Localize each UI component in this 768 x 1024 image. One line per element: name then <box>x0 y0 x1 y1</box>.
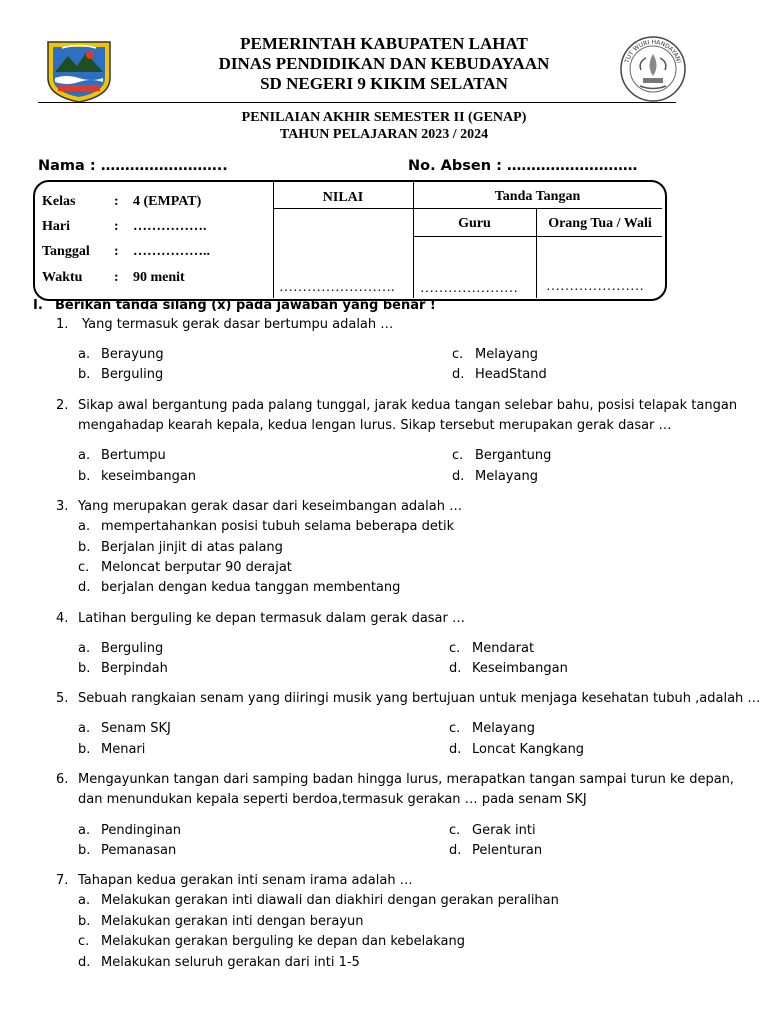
tanggal-colon: : <box>114 244 119 259</box>
question-number: 5. <box>56 691 69 706</box>
question-text: Tahapan kedua gerakan inti senam irama adalah … <box>78 873 413 888</box>
question-text: Sebuah rangkaian senam yang diiringi musik yang bertujuan untuk menjaga kesehatan tubuh ,adalah … <box>78 691 761 706</box>
guru-sign-dots[interactable]: ………………… <box>420 281 518 296</box>
question-text: Mengayunkan tangan dari samping badan hingga lurus, merapatkan tangan sampai turun ke depan, <box>78 772 735 787</box>
option-text[interactable]: Bertumpu <box>101 448 166 463</box>
option-letter: b. <box>78 469 91 484</box>
option-letter: d. <box>78 955 91 970</box>
option-text[interactable]: Melakukan gerakan berguling ke depan dan kebelakang <box>101 934 465 949</box>
student-name-field[interactable]: Nama : …………………….. <box>38 158 228 174</box>
option-text[interactable]: Bergantung <box>475 448 552 463</box>
option-text[interactable]: Loncat Kangkang <box>472 742 585 757</box>
kelas-value: 4 (EMPAT) <box>133 194 202 209</box>
logo-motto: TUT WURI HANDAYANI <box>623 38 683 65</box>
nilai-dots[interactable]: ……………………. <box>279 280 395 295</box>
option-letter: b. <box>78 367 91 382</box>
waktu-label: Waktu <box>42 270 83 285</box>
option-text[interactable]: Senam SKJ <box>101 721 171 736</box>
option-letter: d. <box>449 661 462 676</box>
option-letter: b. <box>78 742 91 757</box>
option-text[interactable]: Berguling <box>101 367 164 382</box>
option-text[interactable]: Melayang <box>472 721 535 736</box>
option-text[interactable]: Melakukan gerakan inti diawali dan diakhiri dengan gerakan peralihan <box>101 893 559 908</box>
header-line-2: DINAS PENDIDIKAN DAN KEBUDAYAAN <box>218 54 550 73</box>
tanggal-label: Tanggal <box>42 244 90 259</box>
option-letter: a. <box>78 347 91 362</box>
option-text[interactable]: berjalan dengan kedua tanggan membentang <box>101 580 401 595</box>
option-letter: b. <box>78 843 91 858</box>
question-text: Sikap awal bergantung pada palang tunggal, jarak kedua tangan selebar bahu, posisi telapak tangan <box>78 398 738 413</box>
option-letter: c. <box>449 721 461 736</box>
question-text: Yang merupakan gerak dasar dari keseimbangan adalah … <box>78 499 463 514</box>
tanda-tangan-header: Tanda Tangan <box>494 189 581 204</box>
hari-colon: : <box>114 219 119 234</box>
waktu-value: 90 menit <box>133 270 185 285</box>
question-number: 3. <box>56 499 69 514</box>
kelas-colon: : <box>114 194 119 209</box>
question-number: 6. <box>56 772 69 787</box>
header-divider <box>38 102 676 103</box>
option-letter: a. <box>78 893 91 908</box>
option-text[interactable]: Melakukan seluruh gerakan dari inti 1-5 <box>101 955 360 970</box>
option-text[interactable]: Pelenturan <box>472 843 543 858</box>
hari-value[interactable]: ……………. <box>133 219 207 234</box>
exam-year: TAHUN PELAJARAN 2023 / 2024 <box>279 127 489 142</box>
waktu-colon: : <box>114 270 119 285</box>
option-letter: a. <box>78 448 91 463</box>
option-letter: d. <box>452 469 465 484</box>
nilai-header: NILAI <box>322 190 364 205</box>
option-text[interactable]: Melakukan gerakan inti dengan berayun <box>101 914 364 929</box>
header-line-1: PEMERINTAH KABUPATEN LAHAT <box>240 34 528 53</box>
option-text[interactable]: Keseimbangan <box>472 661 568 676</box>
option-text[interactable]: Melayang <box>475 469 538 484</box>
ortu-sign-dots[interactable]: ………………… <box>546 279 644 294</box>
option-letter: b. <box>78 540 91 555</box>
option-letter: c. <box>449 823 461 838</box>
option-text[interactable]: mempertahankan posisi tubuh selama beberapa detik <box>101 519 455 534</box>
question-number: 1. <box>56 317 69 332</box>
option-letter: d. <box>449 742 462 757</box>
option-letter: a. <box>78 641 91 656</box>
hari-label: Hari <box>42 219 70 234</box>
option-text[interactable]: Berguling <box>101 641 164 656</box>
option-text[interactable]: Mendarat <box>472 641 535 656</box>
option-letter: a. <box>78 519 91 534</box>
option-letter: c. <box>78 560 90 575</box>
section-number: I. <box>33 298 43 313</box>
option-text[interactable]: Meloncat berputar 90 derajat <box>101 560 292 575</box>
option-text[interactable]: Pendinginan <box>101 823 182 838</box>
section-instruction: Berikan tanda silang (x) pada jawaban yang benar ! <box>55 298 436 313</box>
sign-underline <box>413 208 662 209</box>
option-text[interactable]: Berayung <box>101 347 164 362</box>
option-letter: b. <box>78 914 91 929</box>
ortu-header: Orang Tua / Wali <box>548 216 652 231</box>
option-text[interactable]: Gerak inti <box>472 823 536 838</box>
nilai-underline <box>273 208 413 209</box>
question-number: 4. <box>56 611 69 626</box>
option-text[interactable]: Menari <box>101 742 146 757</box>
student-absen-field[interactable]: No. Absen : ……………………… <box>408 158 638 174</box>
option-letter: c. <box>449 641 461 656</box>
option-letter: c. <box>78 934 90 949</box>
sign-header-underline <box>413 236 662 237</box>
question-text-cont: dan menundukan kepala seperti berdoa,termasuk gerakan … pada senam SKJ <box>78 792 587 807</box>
option-text[interactable]: HeadStand <box>475 367 547 382</box>
question-text: Latihan berguling ke depan termasuk dalam gerak dasar … <box>78 611 465 626</box>
option-text[interactable]: Berpindah <box>101 661 168 676</box>
option-letter: c. <box>452 448 464 463</box>
option-text[interactable]: keseimbangan <box>101 469 197 484</box>
option-letter: d. <box>449 843 462 858</box>
option-text[interactable]: Pemanasan <box>101 843 177 858</box>
option-letter: d. <box>452 367 465 382</box>
question-text: Yang termasuk gerak dasar bertumpu adalah … <box>82 317 394 332</box>
option-letter: c. <box>452 347 464 362</box>
guru-header: Guru <box>458 216 491 231</box>
question-number: 2. <box>56 398 69 413</box>
tanggal-value[interactable]: …………….. <box>133 244 210 259</box>
kelas-label: Kelas <box>42 194 76 209</box>
question-number: 7. <box>56 873 69 888</box>
option-letter: b. <box>78 661 91 676</box>
option-letter: a. <box>78 721 91 736</box>
option-letter: d. <box>78 580 91 595</box>
option-text[interactable]: Berjalan jinjit di atas palang <box>101 540 283 555</box>
question-text-cont: mengahadap kearah kepala, kedua lengan lurus. Sikap tersebut merupakan gerak dasar … <box>78 418 672 433</box>
option-text[interactable]: Melayang <box>475 347 538 362</box>
option-letter: a. <box>78 823 91 838</box>
exam-title: PENILAIAN AKHIR SEMESTER II (GENAP) <box>241 110 527 125</box>
header-line-3: SD NEGERI 9 KIKIM SELATAN <box>260 74 508 93</box>
